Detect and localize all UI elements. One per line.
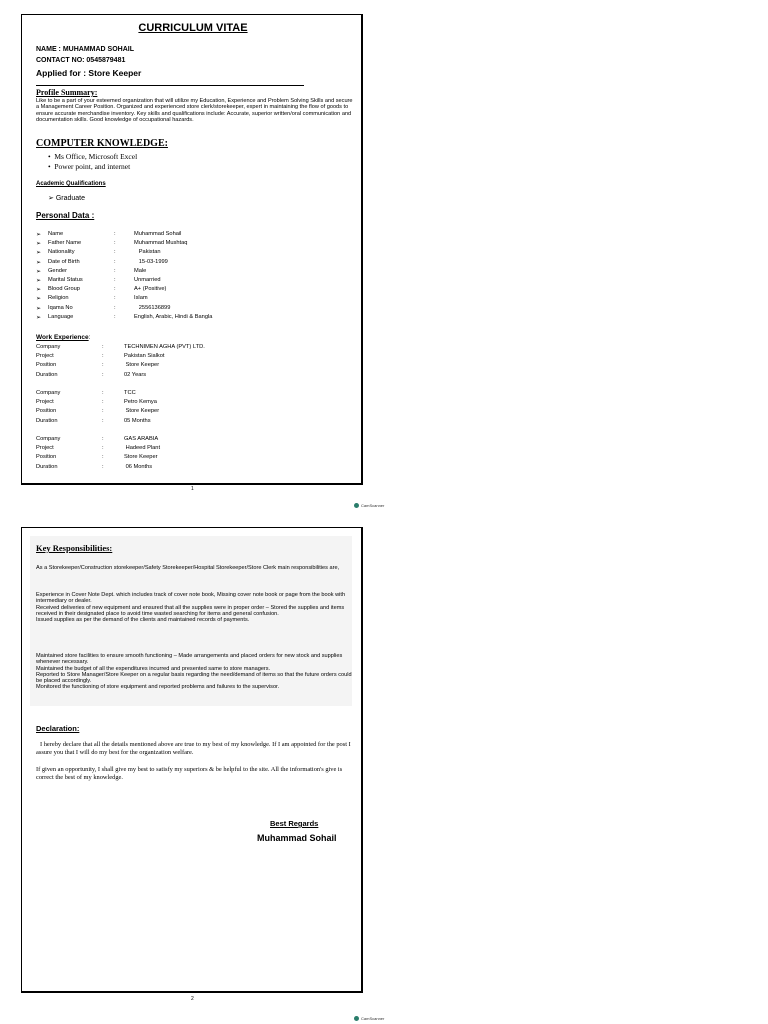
declaration-para-1: I hereby declare that all the details mentioned above are true to my best of my knowledge. If I am appointed for the post I assure you that I will do my best for the organization welfare. — [36, 741, 351, 756]
work-value: Pakistan Sialkot — [124, 353, 165, 360]
work-value: 06 Months — [124, 463, 153, 470]
personal-data-value: Islam — [134, 295, 148, 302]
work-colon: : — [102, 445, 104, 452]
work-colon: : — [102, 408, 104, 415]
personal-data-colon: : — [114, 295, 116, 302]
computer-knowledge-heading: COMPUTER KNOWLEDGE: — [36, 138, 168, 149]
key-responsibilities-heading: Key Responsibilities: — [36, 543, 113, 553]
personal-data-label: Blood Group — [48, 286, 80, 293]
personal-data-colon: : — [114, 231, 116, 237]
work-value: Store Keeper — [124, 408, 160, 415]
work-label: Position — [36, 362, 57, 369]
academic-heading: Academic Qualifications — [36, 181, 106, 187]
personal-data-value: Unmarried — [134, 277, 161, 283]
work-label: Position — [36, 408, 57, 415]
work-label: Duration — [36, 371, 58, 378]
applied-for-line: Applied for : Store Keeper — [36, 68, 142, 78]
personal-data-value: 2556136899 — [134, 304, 171, 311]
responsibilities-intro: As a Storekeeper/Construction storekeeper/Safety Storekeeper/Hospital Storekeeper/Store Clerk main responsibilities are, — [36, 565, 340, 571]
personal-data-label: Father Name — [48, 240, 82, 247]
academic-item: ➢ Graduate — [48, 195, 86, 202]
work-label: Company — [36, 344, 61, 350]
work-colon: : — [102, 371, 104, 378]
work-experience-heading: Work Experience: — [36, 334, 91, 341]
arrow-bullet-icon: ➢ — [36, 305, 42, 312]
page-number: 2 — [191, 996, 194, 1002]
arrow-bullet-icon: ➢ — [36, 241, 42, 248]
camscanner-watermark: CamScanner — [354, 503, 384, 508]
contact-line: CONTACT NO: 0545879481 — [36, 57, 126, 64]
work-label: Project — [36, 399, 54, 406]
work-value: Petro Kemya — [124, 399, 157, 406]
personal-data-value: 15-03-1999 — [134, 258, 168, 265]
personal-data-label: Name — [48, 231, 64, 237]
personal-data-value: Muhammad Sohail — [134, 231, 182, 237]
work-label: Company — [36, 390, 61, 396]
work-value: TCC — [124, 390, 136, 396]
personal-data-colon: : — [114, 267, 116, 274]
responsibilities-para-1: Experience in Cover Note Dept. which includes track of cover note book, Missing cover note book or page from the book with intermediary or dealer. Received deliveries of new equipment and ensured that all the supplies were in proper order – Stored the supplies and items received in their designated place to avoid time wasted searching for items and general confusion. Issued supplies as per the demand of the clients and maintained records of payments. — [36, 592, 346, 624]
personal-data-colon: : — [114, 258, 116, 265]
best-regards: Best Regards — [270, 819, 319, 828]
camscanner-logo-icon — [354, 1016, 359, 1021]
work-value: GAS ARABIA — [124, 436, 159, 442]
personal-data-label: Nationality — [48, 249, 75, 256]
arrow-bullet-icon: ➢ — [48, 195, 54, 202]
personal-data-value: Pakistan — [134, 249, 161, 256]
personal-data-heading: Personal Data : — [36, 211, 95, 220]
computer-item: • Power point, and internet — [48, 162, 131, 171]
work-colon: : — [102, 390, 104, 396]
signature-name: Muhammad Sohail — [257, 833, 337, 843]
work-value: 02 Years — [124, 371, 147, 378]
work-colon: : — [102, 362, 104, 369]
work-label: Company — [36, 436, 61, 442]
cv-title: CURRICULUM VITAE — [138, 22, 248, 34]
page-number: 1 — [191, 486, 194, 492]
personal-data-value: A+ (Positive) — [134, 286, 167, 293]
work-colon: : — [102, 417, 104, 424]
profile-summary-text: Like to be a part of your esteemed organization that will utilize my Education, Experience and Problem Solving Skills and secure a Management Career Position. Organized and experienced store clerk/storekeeper, expert in maintaining the flow of goods to ensure accurate merchandise inventory. Key skills and qualifications include: Accurate, superior written/oral communication and documentation skills. Good knowledge of occupational hazards. — [36, 98, 353, 123]
personal-data-label: Iqama No — [48, 304, 73, 311]
arrow-bullet-icon: ➢ — [36, 278, 42, 284]
divider — [36, 85, 304, 86]
arrow-bullet-icon: ➢ — [36, 232, 42, 238]
personal-data-label: Marital Status — [48, 277, 83, 283]
work-label: Project — [36, 445, 54, 452]
personal-data-label: Language — [48, 313, 74, 320]
work-colon: : — [102, 399, 104, 406]
cv-page-1 — [21, 14, 363, 485]
personal-data-label: Gender — [48, 267, 67, 274]
personal-data-colon: : — [114, 313, 116, 320]
personal-data-value: Muhammad Mushtaq — [134, 240, 188, 247]
work-value: 05 Months — [124, 417, 151, 424]
computer-item: • Ms Office, Microsoft Excel — [48, 152, 138, 161]
declaration-para-2: If given an opportunity, I shall give my best to satisfy my superiors & be helpful to the site. All the information's give is correct the best of my knowledge. — [36, 766, 343, 781]
personal-data-colon: : — [114, 240, 116, 247]
work-colon: : — [102, 353, 104, 360]
personal-data-label: Date of Birth — [48, 258, 80, 265]
name-line: NAME : MUHAMMAD SOHAIL — [36, 46, 134, 53]
work-value: Hadeed Plant — [124, 445, 161, 452]
work-value: Store Keeper — [124, 454, 158, 461]
work-colon: : — [102, 463, 104, 470]
personal-data-colon: : — [114, 249, 116, 256]
arrow-bullet-icon: ➢ — [36, 296, 42, 303]
personal-data-value: Male — [134, 267, 147, 274]
work-label: Project — [36, 353, 54, 360]
cv-page-2 — [21, 527, 363, 993]
work-label: Duration — [36, 463, 58, 470]
declaration-heading: Declaration: — [36, 724, 80, 733]
camscanner-logo-icon — [354, 503, 359, 508]
personal-data-colon: : — [114, 304, 116, 311]
personal-data-label: Religion — [48, 295, 69, 302]
arrow-bullet-icon: ➢ — [36, 314, 42, 321]
personal-data-value: English, Arabic, Hindi & Bangla — [134, 313, 213, 320]
personal-data-colon: : — [114, 286, 116, 293]
work-value: Store Keeper — [124, 362, 160, 369]
personal-data-colon: : — [114, 277, 116, 283]
work-colon: : — [102, 454, 104, 461]
work-colon: : — [102, 344, 104, 350]
work-value: TECHNIMEN AGHA (PVT) LTD. — [124, 344, 205, 350]
arrow-bullet-icon: ➢ — [36, 250, 42, 257]
work-label: Position — [36, 454, 57, 461]
camscanner-watermark: CamScanner — [354, 1016, 384, 1021]
profile-summary-heading: Profile Summary: — [36, 88, 98, 97]
work-colon: : — [102, 436, 104, 442]
arrow-bullet-icon: ➢ — [36, 259, 42, 266]
responsibilities-para-2: Maintained store facilities to ensure smooth functioning – Made arrangements and placed orders for new stock and supplies whenever necessary. Maintained the budget of all the expenditures incurred and presented same to store managers. Reported to Store Manager/Store Keeper on a regular basis regarding the need/demand of items so that the future orders could be placed accordingly. Monitored the functioning of store equipment and reported problems and failures to the supervisor. — [36, 653, 352, 691]
arrow-bullet-icon: ➢ — [36, 287, 42, 294]
arrow-bullet-icon: ➢ — [36, 268, 42, 275]
work-label: Duration — [36, 417, 58, 424]
